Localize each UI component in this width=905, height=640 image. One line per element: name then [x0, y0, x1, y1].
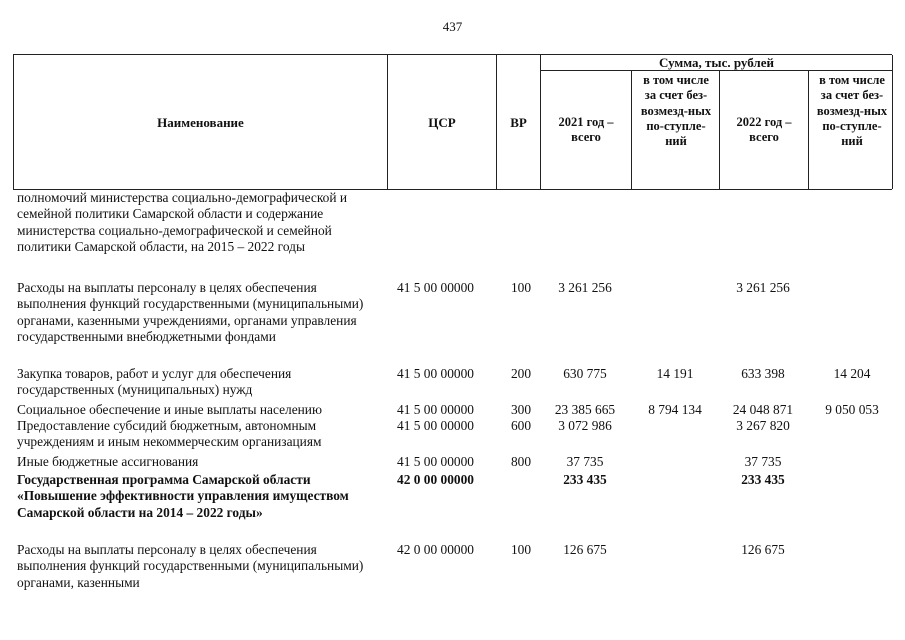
row-csr: 42 0 00 00000	[397, 472, 474, 487]
row-name: Закупка товаров, работ и услуг для обеспечения государственных (муниципальных) нужд	[17, 366, 292, 398]
row-2022: 233 435	[741, 472, 785, 487]
row-csr: 41 5 00 00000	[397, 366, 474, 381]
row-2022: 37 735	[744, 454, 782, 469]
header-border-2022	[719, 70, 720, 189]
col-header-name: Наименование	[157, 115, 244, 130]
row-2022-free: 14 204	[833, 366, 871, 381]
header-border-right	[892, 55, 893, 189]
row-name: Расходы на выплаты персоналу в целях обеспечения выполнения функций государственными (муниципальными) органами, казенными	[17, 542, 364, 590]
row-2021: 23 385 665	[554, 402, 616, 417]
row-vr: 100	[510, 542, 532, 557]
page-number: 437	[442, 19, 463, 34]
row-2021: 37 735	[566, 454, 604, 469]
row-name: Предоставление субсидий бюджетным, автономным учреждениям и иным некоммерческим организациям	[17, 418, 322, 450]
row-2022: 126 675	[741, 542, 785, 557]
row-csr: 41 5 00 00000	[397, 454, 474, 469]
col-header-2022-total: 2022 год – всего	[736, 115, 792, 145]
row-vr: 200	[510, 366, 532, 381]
row-vr: 600	[510, 418, 532, 433]
row-2022: 3 261 256	[736, 280, 790, 295]
row-name: Расходы на выплаты персоналу в целях обеспечения выполнения функций государственными (муниципальными) органами, казенными учреждениями, органами управления государственными внебюджетными фондами	[17, 280, 364, 345]
col-header-2022-free: в том числе за счет без-возмезд-ных по-ступле-ний	[816, 73, 888, 149]
row-2021: 126 675	[563, 542, 607, 557]
row-csr: 41 5 00 00000	[397, 418, 474, 433]
row-2021-free: 8 794 134	[648, 402, 702, 417]
row-vr: 100	[510, 280, 532, 295]
row-2021-free: 14 191	[656, 366, 694, 381]
row-2022: 24 048 871	[732, 402, 794, 417]
col-header-sum: Сумма, тыс. рублей	[659, 55, 774, 70]
col-header-2021-total: 2021 год – всего	[558, 115, 614, 145]
row-csr: 42 0 00 00000	[397, 542, 474, 557]
row-name: полномочий министерства социально-демографической и семейной политики Самарской области и содержание министерства социально-демографической и семейной политики Самарской области, на 2015 – 2022 годы	[17, 190, 348, 255]
row-csr: 41 5 00 00000	[397, 280, 474, 295]
row-csr: 41 5 00 00000	[397, 402, 474, 417]
row-2021: 630 775	[563, 366, 607, 381]
header-border-2022-free	[808, 70, 809, 189]
row-2021: 3 072 986	[558, 418, 612, 433]
row-2021: 233 435	[563, 472, 607, 487]
row-2021: 3 261 256	[558, 280, 612, 295]
sum-group-rule	[540, 70, 892, 71]
row-2022: 3 267 820	[736, 418, 790, 433]
row-name: Социальное обеспечение и иные выплаты населению	[17, 402, 322, 417]
row-name: Государственная программа Самарской области «Повышение эффективности управления имуществом Самарской области на 2014 – 2022 годы»	[17, 472, 349, 520]
header-border-2021	[540, 55, 541, 189]
row-2022-free: 9 050 053	[825, 402, 879, 417]
col-header-csr: ЦСР	[428, 115, 456, 130]
row-vr: 800	[510, 454, 532, 469]
row-name: Иные бюджетные ассигнования	[17, 454, 199, 469]
header-border-2021-free	[631, 70, 632, 189]
col-header-vr: ВР	[510, 115, 527, 130]
row-2022: 633 398	[741, 366, 785, 381]
row-vr: 300	[510, 402, 532, 417]
col-header-2021-free: в том числе за счет без-возмезд-ных по-ступле-ний	[640, 73, 712, 149]
